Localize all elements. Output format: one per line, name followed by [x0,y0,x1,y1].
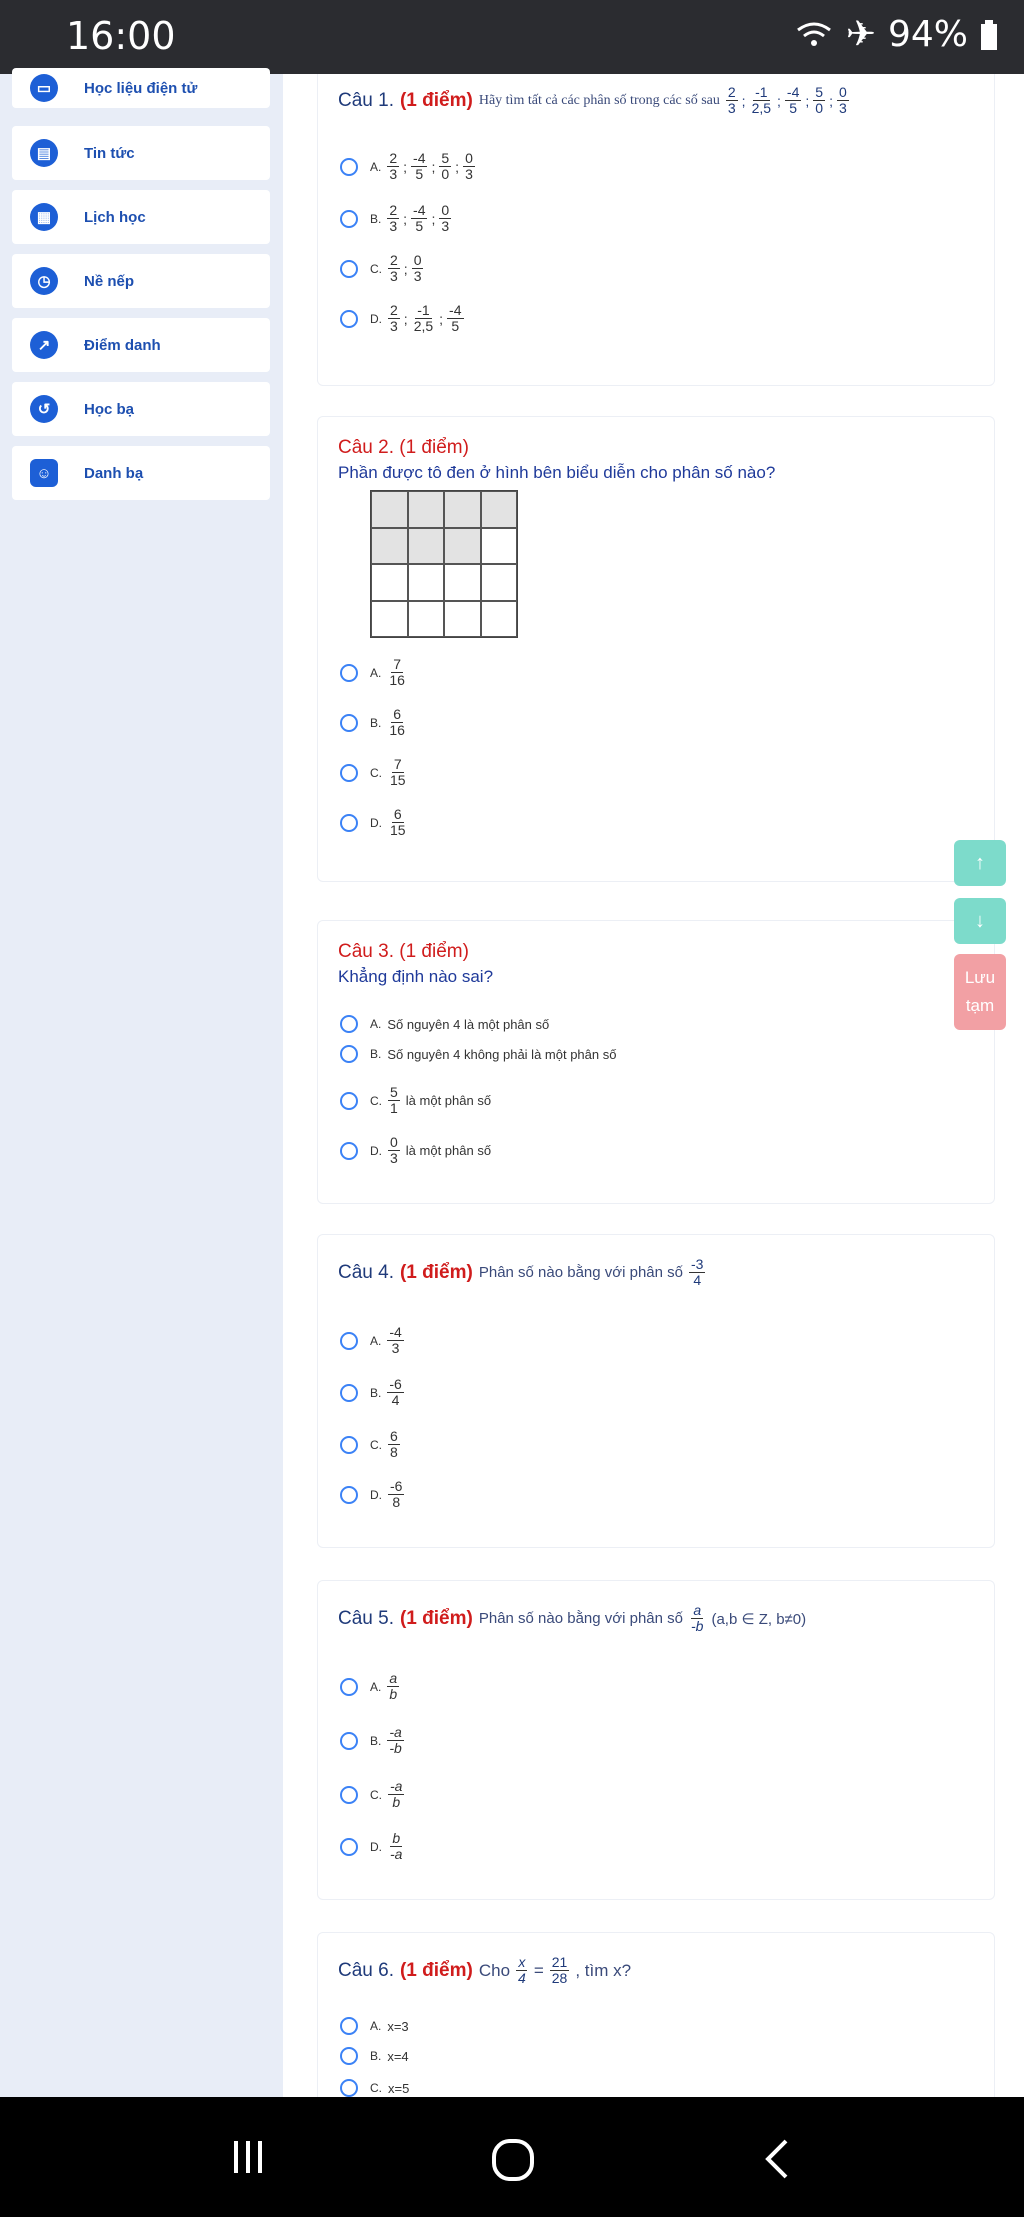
sidebar-item-lich-hoc[interactable]: ▦ Lịch học [12,190,270,244]
option-b[interactable]: B. Số nguyên 4 không phải là một phân số [340,1045,616,1063]
radio-button[interactable] [340,1786,358,1804]
radio-button[interactable] [340,1486,358,1504]
option-c[interactable]: C. $\frac{-a}{b}$ [340,1779,404,1810]
radio-button[interactable] [340,1142,358,1160]
radio-button[interactable] [340,210,358,228]
scroll-down-button[interactable]: ↓ [954,898,1006,944]
option-b[interactable]: B. $\frac{2}{3}$ ; $\frac{-4}{5}$ ; $\frac{0}{3}$ [340,203,451,234]
option-b[interactable]: B. $\frac{-a}{-b}$ [340,1725,404,1756]
option-c[interactable]: C. x=5 [340,2079,409,2097]
question-text: Cho [478,1960,511,1980]
contact-icon: ☺ [30,459,58,487]
question-card-4 [317,1234,995,1548]
question-points: (1 điểm) [399,89,473,111]
question-fractions: $\frac{2}{3}$ ; $\frac{-1}{2,5}$ ; $\frac{-4}{5}$ ; $\frac{5}{0}$ ; $\frac{0}{3}$ [727,84,847,116]
back-icon[interactable] [762,2137,792,2181]
question-card-1 [317,74,995,386]
option-a[interactable]: A. $\frac{7}{16}$ [340,657,407,688]
recent-apps-icon[interactable] [228,2137,268,2177]
option-d[interactable]: D. $\frac{0}{3}$ là một phân số [340,1135,491,1166]
option-c[interactable]: C. $\frac{7}{15}$ [340,757,408,788]
question-tail: , tìm x? [575,1960,632,1980]
question-card-5 [317,1580,995,1900]
option-a[interactable]: A. $\frac{a}{b}$ [340,1671,399,1702]
calendar-icon: ▦ [30,203,58,231]
question-points: (1 điểm) [399,1607,473,1629]
book-icon: ▭ [30,74,58,102]
sidebar [0,74,283,2097]
question-fraction: $\frac{a}{-b}$ [691,1602,704,1634]
equation-right-fraction: $\frac{21}{28}$ [551,1954,568,1986]
question-condition: (a,b ∈ Z, b≠0) [711,1610,807,1628]
clock: 16:00 [66,14,176,58]
question-number: Câu 4. [338,1261,394,1283]
sidebar-item-hoc-ba[interactable]: ↺ Học bạ [12,382,270,436]
question-card-3 [317,920,995,1204]
radio-button[interactable] [340,1015,358,1033]
status-bar [0,0,1024,74]
wifi-icon [794,20,834,50]
question-text: Phân số nào bằng với phân số [478,1610,683,1627]
equation-left-fraction: $\frac{x}{4}$ [518,1954,526,1986]
radio-button[interactable] [340,764,358,782]
question-number: Câu 6. [338,1959,394,1981]
sidebar-item-tin-tuc[interactable]: ▤ Tin tức [12,126,270,180]
sidebar-item-ne-nep[interactable]: ◷ Nề nếp [12,254,270,308]
option-b[interactable]: B. $\frac{6}{16}$ [340,707,407,738]
airplane-icon: ✈ [845,14,876,55]
radio-button[interactable] [340,1045,358,1063]
option-c[interactable]: C. $\frac{6}{8}$ [340,1429,400,1460]
clock-icon: ◷ [30,267,58,295]
battery-icon [980,20,998,50]
radio-button[interactable] [340,1092,358,1110]
question-text: Phần được tô đen ở hình bên biểu diễn cho phân số nào? [338,463,776,482]
radio-button[interactable] [340,1332,358,1350]
radio-button[interactable] [340,1732,358,1750]
option-a[interactable]: A. $\frac{-4}{3}$ [340,1325,404,1356]
option-c[interactable]: C. $\frac{2}{3}$ ; $\frac{0}{3}$ [340,253,423,284]
scroll-up-button[interactable]: ↑ [954,840,1006,886]
question-points: (1 điểm) [399,1261,473,1283]
option-b[interactable]: B. $\frac{-6}{4}$ [340,1377,404,1408]
radio-button[interactable] [340,1384,358,1402]
radio-button[interactable] [340,260,358,278]
radio-button[interactable] [340,2017,358,2035]
question-text: Phân số nào bằng với phân số [478,1264,683,1281]
chart-icon: ↗ [30,331,58,359]
question-number: Câu 2. (1 điểm) [338,437,469,458]
option-d[interactable]: D. $\frac{6}{15}$ [340,807,408,838]
option-d[interactable]: D. $\frac{b}{-a}$ [340,1831,404,1862]
radio-button[interactable] [340,664,358,682]
radio-button[interactable] [340,1436,358,1454]
battery-level: 94% [887,14,968,55]
radio-button[interactable] [340,2047,358,2065]
question-number: Câu 3. (1 điểm) [338,941,469,962]
option-c[interactable]: C. $\frac{5}{1}$ là một phân số [340,1085,491,1116]
question-points: (1 điểm) [399,1959,473,1981]
option-a[interactable]: A. x=3 [340,2017,409,2035]
option-a[interactable]: A. $\frac{2}{3}$ ; $\frac{-4}{5}$ ; $\frac{5}{0}$ ; $\frac{0}{3}$ [340,151,475,182]
question-fraction: $\frac{-3}{4}$ [691,1256,704,1288]
question-card-2 [317,416,995,882]
question-text: Khẳng định nào sai? [338,967,494,986]
option-d[interactable]: D. $\frac{2}{3}$ ; $\frac{-1}{2,5}$ ; $\frac{-4}{5}$ [340,303,464,334]
option-b[interactable]: B. x=4 [340,2047,409,2065]
sidebar-item-danh-ba[interactable]: ☺ Danh bạ [12,446,270,500]
radio-button[interactable] [340,1838,358,1856]
save-draft-button[interactable]: Lưu tạm [954,954,1006,1030]
system-nav-bar [0,2097,1024,2217]
option-d[interactable]: D. $\frac{-6}{8}$ [340,1479,404,1510]
news-icon: ▤ [30,139,58,167]
radio-button[interactable] [340,714,358,732]
sidebar-item-diem-danh[interactable]: ↗ Điểm danh [12,318,270,372]
radio-button[interactable] [340,158,358,176]
radio-button[interactable] [340,310,358,328]
option-a[interactable]: A. Số nguyên 4 là một phân số [340,1015,549,1033]
question-number: Câu 5. [338,1607,394,1629]
radio-button[interactable] [340,2079,358,2097]
radio-button[interactable] [340,814,358,832]
question-number: Câu 1. [338,89,394,111]
quiz-content [283,74,1024,2097]
fraction-grid-figure [370,490,518,638]
radio-button[interactable] [340,1678,358,1696]
home-icon[interactable] [490,2137,536,2183]
question-card-6: Câu 6. (1 điểm) Cho $\frac{x}{4}$ = $\frac{21}{28}$ , tìm x? A. x=3 B. x=4 C. x=5 [317,1932,995,2097]
sidebar-item-hoc-lieu[interactable]: ▭ Học liệu điện tử [12,68,270,108]
history-icon: ↺ [30,395,58,423]
question-text: Hãy tìm tất cả các phân số trong các số sau [478,92,720,108]
